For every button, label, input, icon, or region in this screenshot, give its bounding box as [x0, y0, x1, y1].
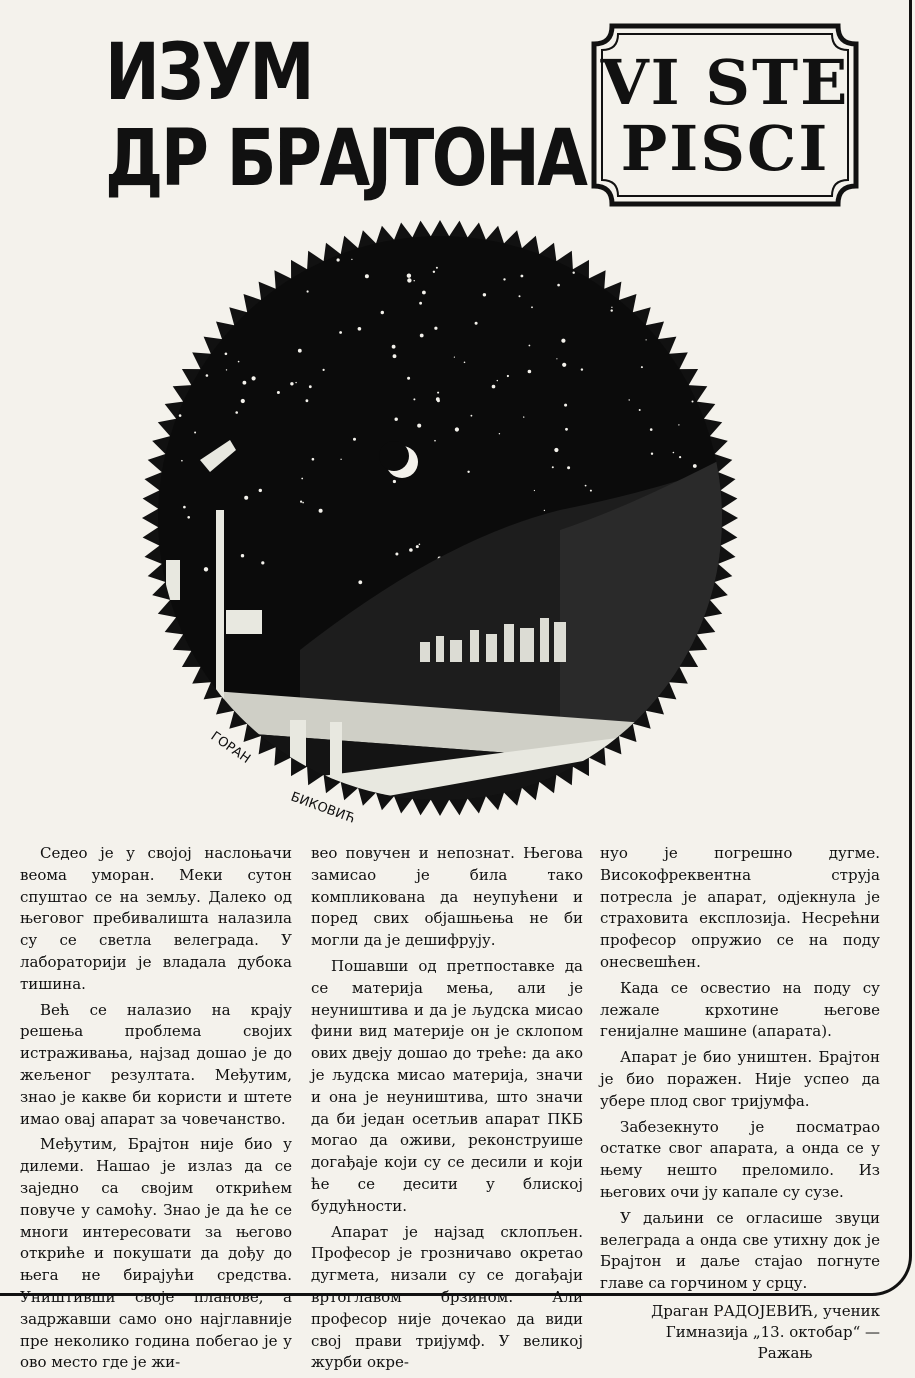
star-icon [455, 427, 459, 431]
paragraph: Забезекнуто је посматрао остатке свог апарата, а онда се у њему нешто преломило. Из његових очи ју капале су сузе. [600, 1117, 880, 1201]
star-icon [337, 258, 340, 261]
star-icon [557, 284, 560, 287]
star-icon [393, 354, 397, 358]
star-icon [238, 361, 240, 363]
star-icon [499, 433, 500, 434]
star-icon [641, 366, 643, 368]
star-icon [414, 280, 415, 281]
star-icon [225, 353, 228, 356]
star-icon [241, 399, 245, 403]
star-icon [393, 480, 396, 483]
star-icon [358, 580, 362, 584]
star-icon [224, 321, 226, 323]
star-icon [302, 502, 304, 504]
star-icon [567, 466, 570, 469]
star-icon [319, 509, 323, 513]
paragraph: нуо је погрешно дугме. Високофреквентна струја потресла је апарат, одјекнула је страховита експлозија. Несрећни професор опружио се на поду онесвешћен. [600, 844, 880, 971]
star-icon [290, 382, 293, 385]
star-icon [183, 506, 186, 509]
star-icon [562, 363, 566, 367]
byline [600, 1301, 880, 1364]
paragraph: Апарат је најзад склопљен. Професор је грозничаво окретао дугмета, низали су се догађаји вртоглавом брзином. Али професор није дочекао да види свој прави тријумф. У великој журби окре- [311, 1222, 583, 1372]
paragraph: вео повучен и непознат. Његова замисао је била тако компликована да неупућени и поред свих објашњења не би могли да је дешифрују. [311, 844, 583, 950]
star-icon [395, 553, 398, 556]
star-icon [679, 456, 681, 458]
star-icon [358, 327, 362, 331]
paragraph: Седео је у својој наслоњачи веома уморан. Меки сутон спуштао се на земљу. Далеко од његовог пребивалишта налазила су се светла велеграда. У лабораторији је владала дубока тишина. [20, 844, 292, 993]
star-icon [581, 368, 583, 370]
star-icon [552, 466, 554, 468]
article-column-3 [600, 843, 880, 1364]
star-icon [693, 464, 697, 468]
star-icon [307, 290, 309, 292]
star-icon [419, 544, 421, 546]
star-icon [521, 275, 524, 278]
star-icon [261, 561, 264, 564]
byline-town: Ражањ [757, 1343, 813, 1362]
star-icon [564, 404, 567, 407]
star-icon [534, 490, 535, 491]
star-icon [554, 448, 558, 452]
star-icon [692, 401, 694, 403]
byline-school: Гимназија „13. октобар“ — [665, 1322, 880, 1341]
star-icon [497, 380, 498, 381]
star-icon [565, 428, 568, 431]
star-icon [629, 399, 630, 400]
star-icon [434, 327, 437, 330]
star-icon [434, 440, 436, 442]
star-icon [419, 302, 422, 305]
star-icon [306, 399, 309, 402]
paragraph: Већ се налазио на крају решења проблема својих истраживања, најзад дошао је до жељеног резултата. Међутим, знао је какве би користи и штете имао овај апарат за човечанство. [20, 1000, 292, 1128]
star-icon [392, 345, 396, 349]
star-icon [475, 322, 478, 325]
star-icon [646, 339, 647, 340]
star-icon [647, 284, 649, 286]
logo-line-2: PISCI [620, 112, 830, 185]
star-icon [252, 376, 256, 380]
star-icon [437, 399, 440, 402]
star-icon [241, 554, 244, 557]
star-icon [204, 567, 208, 571]
star-icon [221, 256, 224, 259]
star-icon [467, 471, 469, 473]
star-icon [639, 409, 641, 411]
star-icon [407, 377, 410, 380]
star-icon [265, 249, 269, 253]
night-landscape-illustration [140, 210, 740, 830]
star-icon [312, 458, 315, 461]
artist-signature-1: ГОРАН [207, 728, 253, 767]
star-icon [235, 411, 238, 414]
star-icon [650, 428, 653, 431]
star-icon [395, 418, 398, 421]
star-icon [420, 334, 424, 338]
star-icon [298, 349, 302, 353]
star-icon [436, 267, 438, 269]
paragraph: Када се освестио на поду су лежале крхотине његове генијалне машине (апарата). [600, 978, 880, 1041]
article-column-1 [20, 843, 292, 1378]
star-icon [295, 382, 296, 383]
star-icon [673, 452, 675, 454]
star-icon [243, 381, 247, 385]
headline [105, 30, 585, 202]
paragraph: Пошавши од претпоставке да се материја мења, али је неуништива и да је људска мисао фини вид материје он је склопом ових двеју дошао до треће: да ако је људска мисао материја, значи и она је неуништива, што значи да би један осетљив апарат ПКБ могао да оживи, реконструише догађаје који су се десили и који ће се десити у блиској будућности. [311, 956, 583, 1215]
star-icon [492, 385, 496, 389]
logo-line-1: VI STE [600, 46, 850, 119]
star-icon [409, 548, 413, 552]
star-icon [381, 311, 384, 314]
star-icon [528, 370, 532, 374]
headline-line-1: ИЗУМ [105, 28, 313, 118]
star-icon [611, 309, 613, 311]
star-icon [323, 369, 325, 371]
star-icon [340, 459, 341, 460]
star-icon [422, 291, 426, 295]
star-icon [351, 259, 352, 260]
star-icon [191, 359, 193, 361]
article-column-2 [311, 843, 583, 1378]
star-icon [651, 453, 653, 455]
star-icon [259, 489, 262, 492]
star-icon [561, 339, 565, 343]
star-icon [585, 485, 587, 487]
star-icon [454, 357, 455, 358]
artist-signature-2: БИКОВИЋ [288, 789, 357, 827]
star-icon [503, 278, 505, 280]
star-icon [301, 478, 303, 480]
star-icon [179, 414, 182, 417]
star-icon [206, 374, 209, 377]
byline-author: Драган РАДОЈЕВИЋ, ученик [651, 1301, 880, 1320]
paragraph: У даљини се огласише звуци велеграда а онда све утихну док је Брајтон и даље стајао погнуте главе са горчином у срцу. [600, 1208, 880, 1293]
star-icon [226, 369, 227, 370]
star-icon [339, 331, 342, 334]
star-icon [531, 306, 533, 308]
star-icon [223, 304, 226, 307]
star-icon [590, 490, 592, 492]
star-icon [507, 375, 509, 377]
star-icon [407, 274, 411, 278]
star-icon [573, 272, 575, 274]
star-icon [365, 274, 369, 278]
star-icon [678, 424, 679, 425]
paragraph: Апарат је био уништен. Брајтон је био поражен. Није успео да убере плод свог тријумфа. [600, 1048, 880, 1110]
star-icon [556, 358, 557, 359]
section-logo [590, 22, 860, 208]
star-icon [222, 272, 224, 274]
star-icon [471, 415, 473, 417]
headline-line-2: ДР БРАЈТОНА [105, 114, 586, 204]
star-icon [464, 362, 466, 364]
star-icon [611, 307, 612, 308]
paragraph: Међутим, Брајтон није био у дилеми. Нашао је излаз да се заједно са својим открићем повуче у самоћу. Знао је да ће се многи интересовати за његово откриће и покушати да дођу до њега не бирајући средства. Уништивши своје планове, а задржавши само оно најглавније пре неколико година побегао је у ово место где је жи- [20, 1135, 292, 1372]
star-icon [194, 432, 196, 434]
star-icon [187, 516, 190, 519]
star-icon [529, 345, 531, 347]
star-icon [519, 295, 521, 297]
star-icon [309, 385, 312, 388]
star-icon [417, 424, 421, 428]
star-icon [277, 391, 280, 394]
star-icon [353, 438, 356, 441]
star-icon [523, 416, 524, 417]
star-icon [483, 293, 486, 296]
star-icon [407, 278, 411, 282]
star-icon [437, 392, 439, 394]
star-icon [244, 496, 248, 500]
star-icon [413, 398, 415, 400]
star-icon [433, 271, 435, 273]
star-icon [181, 460, 183, 462]
star-icon [416, 545, 419, 548]
illustration-image [140, 210, 740, 830]
star-icon [300, 501, 302, 503]
star-icon [544, 510, 545, 511]
